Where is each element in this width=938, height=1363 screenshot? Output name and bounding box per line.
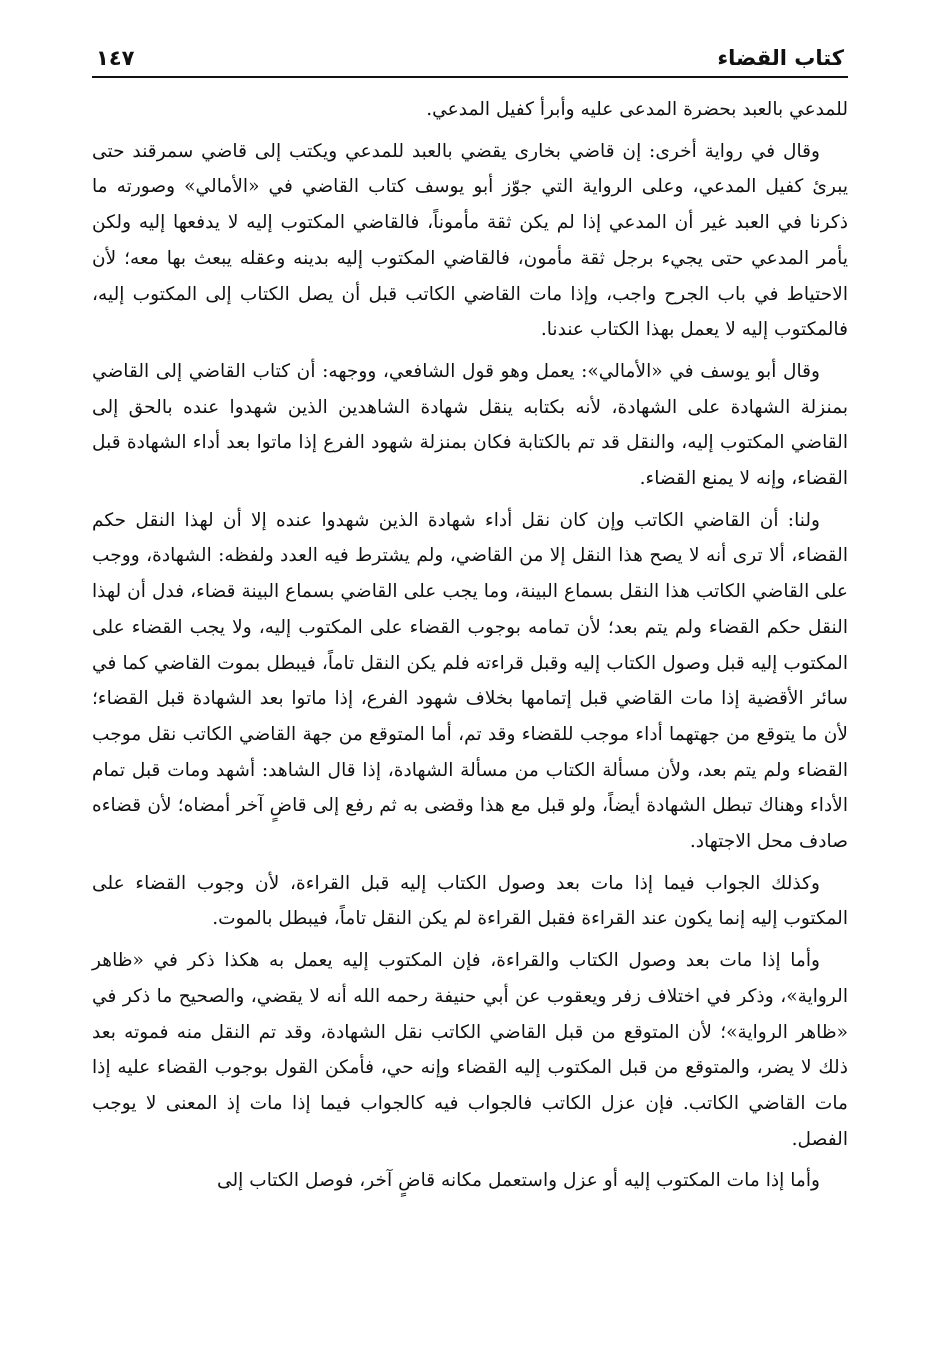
running-title: كتاب القضاء	[717, 46, 844, 70]
page-header	[92, 34, 848, 78]
paragraph-4: ولنا: أن القاضي الكاتب وإن كان نقل أداء شهادة الذين شهدوا عنده إلا أن لهذا النقل حكم القضاء، ألا ترى أنه لا يصح هذا النقل إلا من القاضي، ولم يشترط فيه العدد ولفظه: الشهادة، ووجب على القاضي الكاتب هذا النقل بسماع البينة، وما يجب على القاضي بسماع البينة قضاء، فدل أن لهذا النقل حكم القضاء ولم يتم بعد؛ لأن تمامه بوجوب القضاء على المكتوب إليه، ولا يجب القضاء على المكتوب إليه قبل وصول الكتاب إليه وقبل قراءته فلم يكن النقل تاماً، فيبطل بموت القاضي كما في سائر الأقضية إذا مات القاضي قبل إتمامها بخلاف شهود الفرع، إذا ماتوا بعد الشهادة قبل القضاء؛ لأن ما يتوقع من جهتهما أداء موجب للقضاء وقد تم، أما المتوقع من جهة القاضي الكاتب نقل موجب القضاء ولم يتم بعد، ولأن مسألة الكتاب من مسألة الشهادة، إذا قال الشاهد: أشهد ومات قبل تمام الأداء وهناك تبطل الشهادة أيضاً، ولو قبل مع هذا وقضى به ثم رفع إلى قاضٍ آخر أمضاه؛ لأن قضاءه صادف محل الاجتهاد.	[92, 509, 848, 853]
paragraph-1: للمدعي بالعبد بحضرة المدعى عليه وأبرأ كفيل المدعي.	[426, 99, 848, 120]
page-number: ١٤٧	[96, 46, 135, 70]
paragraph-7: وأما إذا مات المكتوب إليه أو عزل واستعمل مكانه قاضٍ آخر، فوصل الكتاب إلى	[216, 1170, 820, 1192]
paragraph-2: وقال في رواية أخرى: إن قاضي بخارى يقضي بالعبد للمدعي ويكتب إلى قاضي سمرقند حتى يبرئ كفيل المدعي، وعلى الرواية التي جوّز أبو يوسف كتاب القاضي في «الأمالي» وصورته ما ذكرنا في العبد غير أن المدعي إذا لم يكن ثقة مأموناً، فالقاضي المكتوب إليه لا يدفعها إليه ولكن يأمر المدعي حتى يجيء برجل ثقة مأمون، فالقاضي المكتوب إليه بدينه وعقله يبعث بها معه؛ لأن الاحتياط في باب الجرح واجب، وإذا مات القاضي الكاتب قبل أن يصل الكتاب إلى المكتوب إليه، فالمكتوب إليه لا يعمل بهذا الكتاب عندنا.	[92, 140, 848, 341]
paragraph-5: وكذلك الجواب فيما إذا مات بعد وصول الكتاب إليه قبل القراءة، لأن وجوب القضاء على المكتوب إليه إنما يكون عند القراءة فقبل القراءة لم يكن النقل تاماً، فيبطل بالموت.	[92, 872, 848, 930]
body-text	[92, 92, 848, 1199]
paragraph-3: وقال أبو يوسف في «الأمالي»: يعمل وهو قول الشافعي، ووجهه: أن كتاب القاضي إلى القاضي بمنزلة الشهادة على الشهادة، لأنه بكتابه ينقل شهادة الشاهدين الذين شهدوا عنده بالحق إلى القاضي المكتوب إليه، والنقل قد تم بالكتابة فكان بمنزلة شهود الفرع إذا ماتوا بعد أداء الشهادة قبل القضاء، وإنه لا يمنع القضاء.	[92, 360, 848, 490]
paragraph-6: وأما إذا مات بعد وصول الكتاب والقراءة، فإن المكتوب إليه يعمل به هكذا ذكر في «ظاهر الرواية»، وذكر في اختلاف زفر ويعقوب عن أبي حنيفة رحمه الله أنه لا يقضي، والصحيح ما ذكر في «ظاهر الرواية»؛ لأن المتوقع من قبل القاضي الكاتب نقل الشهادة، وقد تم النقل منه فموته بعد ذلك لا يضر، والمتوقع من قبل المكتوب إليه القضاء وإنه حي، فأمكن القول بوجوب القضاء عليه إذا مات القاضي الكاتب. فإن عزل الكاتب فالجواب فيه كالجواب فيما إذا مات إذ المعنى لا يوجب الفصل.	[92, 950, 848, 1150]
